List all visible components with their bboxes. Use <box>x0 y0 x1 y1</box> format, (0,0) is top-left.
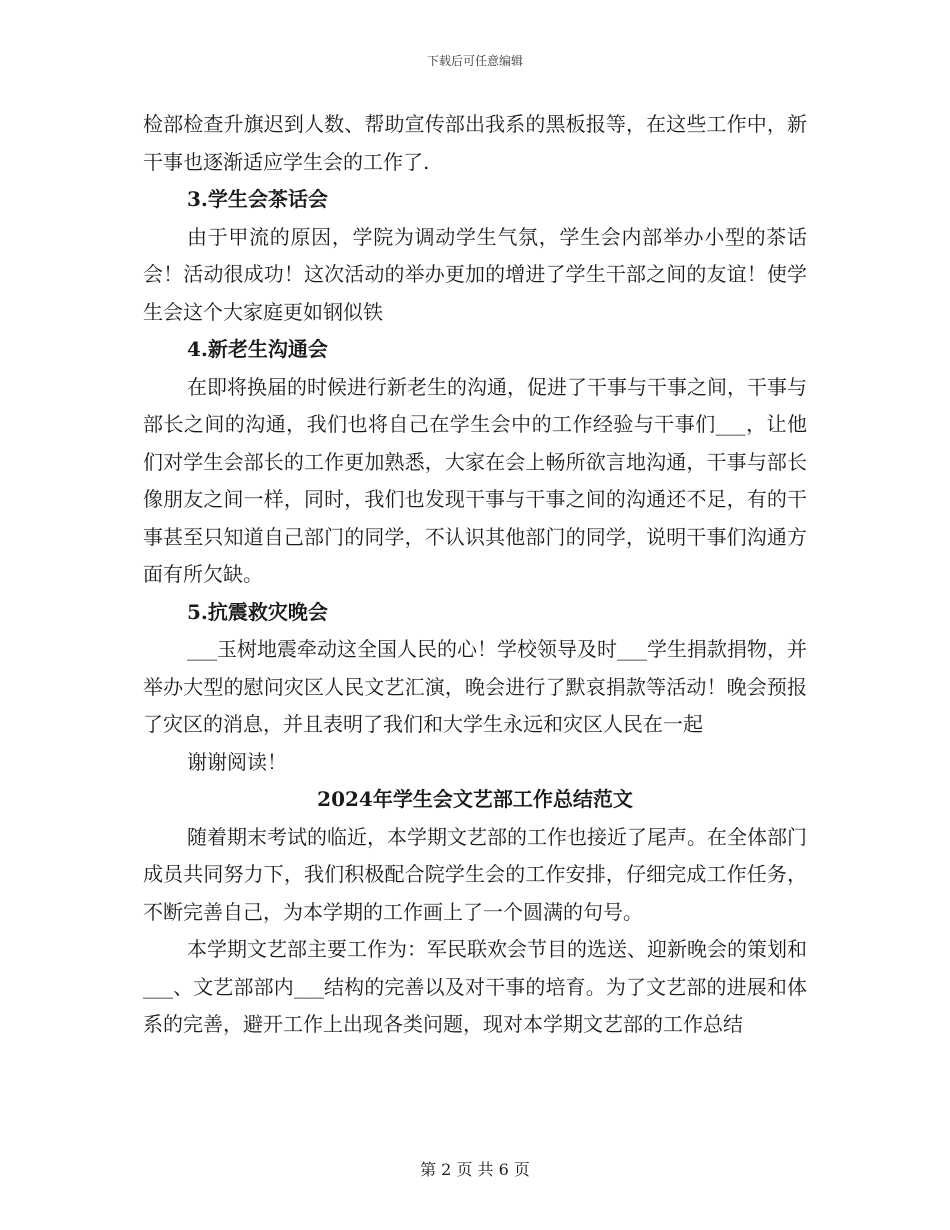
paragraph: ___玉树地震牵动这全国人民的心！学校领导及时___学生捐款捐物，并举办大型的慰问灾区人民文艺汇演，晚会进行了默哀捐款等活动！晚会预报了灾区的消息，并且表明了我们和大学生永远和灾区人民在一起 <box>143 637 807 736</box>
paragraph: 本学期文艺部主要工作为：军民联欢会节目的选送、迎新晚会的策划和___、文艺部部内___结构的完善以及对干事的培育。为了文艺部的进展和体系的完善，避开工作上出现各类问题，现对本学期文艺部的工作总结 <box>143 937 807 1036</box>
paragraph: 检部检查升旗迟到人数、帮助宣传部出我系的黑板报等，在这些工作中，新干事也逐渐适应学生会的工作了. <box>143 112 807 174</box>
paragraph: 在即将换届的时候进行新老生的沟通，促进了干事与干事之间，干事与部长之间的沟通，我们也将自己在学生会中的工作经验与干事们___，让他们对学生会部长的工作更加熟悉，大家在会上畅所欲言地沟通，干事与部长像朋友之间一样，同时，我们也发现干事与干事之间的沟通还不足，有的干事甚至只知道自己部门的同学，不认识其他部门的同学，说明干事们沟通方面有所欠缺。 <box>143 374 807 586</box>
page-header-note: 下载后可任意编辑 <box>426 54 523 68</box>
section-heading: 3.学生会茶话会 <box>187 187 328 211</box>
thanks-line: 谢谢阅读！ <box>187 749 287 774</box>
paragraph: 随着期末考试的临近，本学期文艺部的工作也接近了尾声。在全体部门成员共同努力下，我们积极配合院学生会的工作安排，仔细完成工作任务，不断完善自己，为本学期的工作画上了一个圆满的句号。 <box>143 824 807 924</box>
page-number: 第 2 页 共 6 页 <box>420 1160 530 1179</box>
document-body <box>143 106 807 1044</box>
section-heading: 4.新老生沟通会 <box>187 337 328 361</box>
section-heading: 5.抗震救灾晚会 <box>187 599 328 624</box>
document-title: 2024年学生会文艺部工作总结范文 <box>317 787 633 811</box>
paragraph: 由于甲流的原因，学院为调动学生气氛，学生会内部举办小型的茶话会！活动很成功！这次活动的举办更加的增进了学生干部之间的友谊！使学生会这个大家庭更如钢似铁 <box>143 224 807 324</box>
